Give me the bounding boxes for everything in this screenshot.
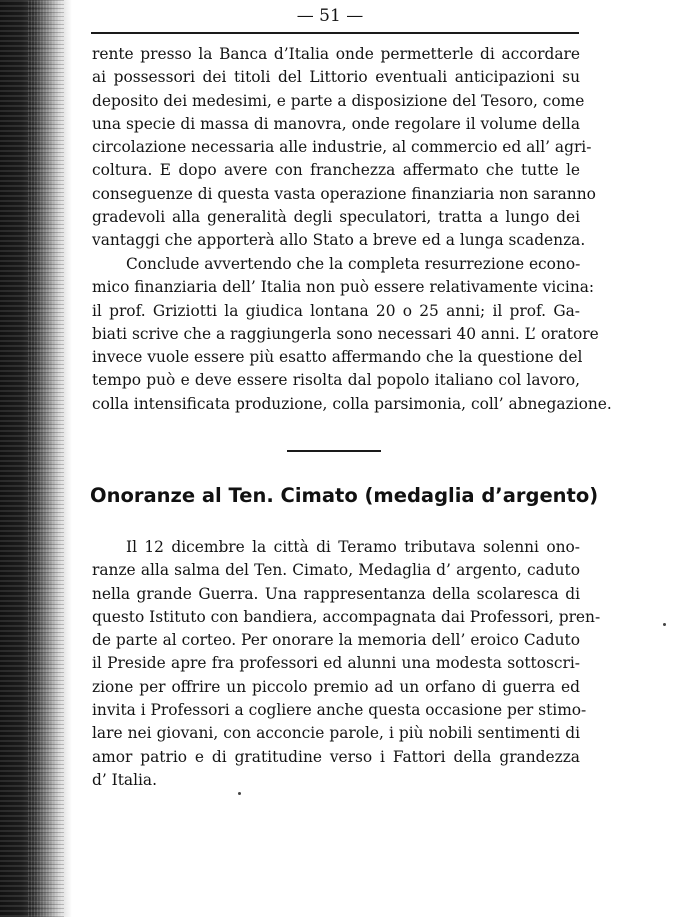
text-line: deposito dei medesimi, e parte a disposizione del Tesoro, come — [92, 91, 585, 110]
text-line: ranze alla salma del Ten. Cimato, Medaglia d’ argento, caduto — [92, 561, 580, 580]
text-line: biati scrive che a raggiungerla sono necessari 40 anni. L’ oratore — [92, 324, 599, 343]
scan-speck — [663, 623, 666, 626]
binding-texture — [28, 0, 64, 917]
text-line: il Preside apre fra professori ed alunni una modesta sottoscri- — [92, 654, 580, 673]
text-line: invita i Professori a cogliere anche questa occasione per stimo- — [92, 701, 587, 720]
text-line: Conclude avvertendo che la completa resurrezione econo- — [126, 255, 581, 273]
text-line: una specie di massa di manovra, onde regolare il volume della — [92, 114, 580, 133]
text-line: gradevoli alla generalità degli speculatori, tratta a lungo dei — [92, 208, 580, 227]
header-rule — [91, 32, 579, 34]
text-line: lare nei giovani, con acconcie parole, i più nobili sentimenti di — [92, 724, 580, 743]
section-divider — [287, 450, 381, 452]
text-line: amor patrio e di gratitudine verso i Fattori della grandezza — [92, 747, 580, 766]
text-line: nella grande Guerra. Una rappresentanza della scolaresca di — [92, 584, 580, 603]
text-line: rente presso la Banca d’Italia onde permetterle di accordare — [92, 45, 580, 63]
text-line: invece vuole essere più esatto affermando che la questione del — [92, 348, 583, 367]
paragraph-continued — [92, 43, 596, 253]
text-line: circolazione necessaria alle industrie, al commercio ed all’ agri- — [92, 138, 592, 157]
text-line: colla intensificata produzione, colla parsimonia, coll’ abnegazione. — [92, 394, 612, 413]
text-line: ai possessori dei titoli del Littorio eventuali anticipazioni su — [92, 68, 580, 87]
text-line: il prof. Griziotti la giudica lontana 20 o 25 anni; il prof. Ga- — [92, 301, 580, 320]
text-line: tempo può e deve essere risolta dal popolo italiano col lavoro, — [92, 371, 580, 390]
text-line: Il 12 dicembre la città di Teramo tributava solenni ono- — [126, 538, 580, 556]
text-line: vantaggi che apporterà allo Stato a breve ed a lunga scadenza. — [92, 231, 586, 250]
text-line: mico finanziaria dell’ Italia non può essere relativamente vicina: — [92, 278, 595, 297]
text-line: questo Istituto con bandiera, accompagnata dai Professori, pren- — [92, 607, 601, 626]
paragraph-onoranze — [92, 536, 601, 792]
text-line: zione per offrire un piccolo premio ad un orfano di guerra ed — [92, 677, 580, 696]
section-heading: Onoranze al Ten. Cimato (medaglia d’argento) — [90, 484, 599, 507]
text-line: d’ Italia. — [92, 770, 157, 789]
paragraph-conclusion — [92, 253, 612, 416]
page-number: — 51 — — [296, 6, 364, 26]
text-line: conseguenze di questa vasta operazione finanziaria non saranno — [92, 184, 596, 203]
text-line: de parte al corteo. Per onorare la memoria dell’ eroico Caduto — [92, 631, 580, 650]
scan-speck — [238, 792, 241, 795]
text-line: coltura. E dopo avere con franchezza affermato che tutte le — [92, 161, 580, 180]
